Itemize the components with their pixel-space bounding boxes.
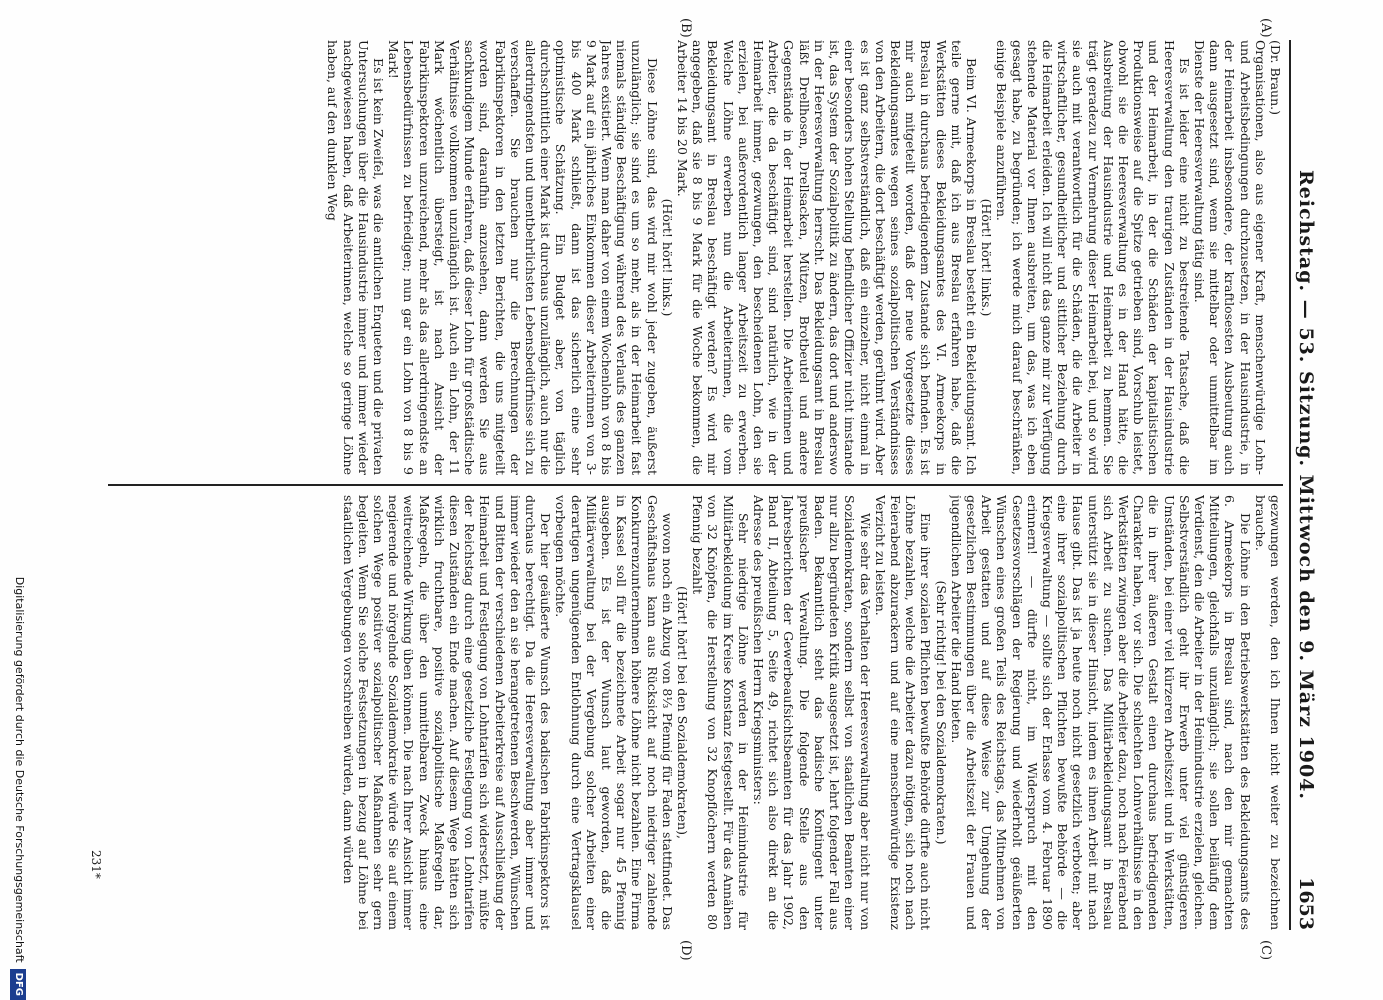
digitization-credit <box>7 0 31 1000</box>
dfg-logo-icon: DFG <box>10 969 26 1000</box>
page-header <box>1289 40 1321 930</box>
interjection: (Sehr richtig! bei den Sozialdemokraten.) <box>933 580 949 845</box>
paragraph: Der hier geäußerte Wunsch des badischen Fabrikinspektors ist durchaus berechtigt. Da die Heeresverwaltung aber immer und immer wieder den an sie herangetretenen Beschwerden, Wünschen und Bitten der verschiedenen Arbeiterkreise auf Ausschließung der Heimarbeit und Festlegung von Lohntarifen sich widersetzt, müßte der Reichstag durch eine gesetzliche Festlegung von Lohntarifen diesen Zuständen ein Ende machen. Auf diesem Wege hätten sich wirklich fruchtbare, positive sozialpolitische Maßregeln dar, Maßregeln, die über den unmittelbaren Zweck hinaus eine weitreichende Wirkung üben können. Die nach Ihrer Ansicht immer negierende und nörgelnde Sozialdemokratie würde Sie auf einem solchen Wege positiver sozialpolitischer Maßnahmen sehr gern begleiten. Wenn Sie solche Festsetzungen in bezug auf Löhne bei staatlichen Vergebungen vorschreiben würden, dann würden <box>340 495 554 930</box>
paragraph: Wie sehr das Verhalten der Heeresverwaltung aber nicht nur von Sozialdemokraten, sondern selbst von staatlichen Beamten einer nur allzu begründeten Kritik ausgesetzt ist, lehrt folgender Fall aus Baden. Bekanntlich steht das badische Kontingent unter preußischer Verwaltung. Die folgende Stelle aus den Jahresberichten der Gewerbeaufsichtsbeamten für das Jahr 1902, Band II, Abteilung 5, Seite 49, richtet sich also direkt an die Adresse des preußischen Herrn Kriegsministers: <box>751 495 873 930</box>
paragraph: gezwungen werden, den ich Ihnen nicht weiter zu bezeichnen brauche. <box>1252 495 1283 930</box>
paragraph: Sehr niedrige Löhne werden in der Heimindustrie für Militärbekleidung im Kreise Konstanz festgestellt. Für das Annähen von 32 Knöpfen, die Herstellung von 32 Knopflöchern werden 80 Pfennig bezahlt <box>690 495 751 930</box>
paragraph: Eine ihrer sozialen Pflichten bewußte Behörde dürfte auch nicht Löhne bezahlen, welche die Arbeiter dazu nötigen, sich noch nach Feierabend abzurackern und auf eine menschenwürdige Existenz Verzicht zu leisten. <box>872 495 934 930</box>
interjection: (Hört! hört! links.) <box>659 198 675 317</box>
paragraph: Es ist kein Zweifel, was die amtlichen Enqueten und die privaten Untersuchungen über die Hausindustrie immer und immer wieder nachgewiesen haben, daß Arbeiterinnen, welche so geringe Löhne haben, auf den dunklen Weg <box>325 40 387 475</box>
margin-letter-b: (B) <box>678 18 693 38</box>
signature-mark: 231* <box>89 850 103 879</box>
margin-letter-a: (A) <box>1258 18 1273 38</box>
right-column <box>103 495 1283 930</box>
paragraph: Die Löhne in den Betriebswerkstätten des Bekleidungsamts des 6. Armeekorps in Breslau sind, nach den mir gemachten Mitteilungen, gleichfalls unzulänglich; sie sollen beiläufig dem Verdienst, den die Arbeiter in der Heimindustrie erzielen, gleichen. Selbstverständlich geht ihr Erwerb unter viel günstigeren Umständen, bei einer viel kürzeren Arbeitszeit und in Werkstätten, die in ihrer äußeren Gestalt einen durchaus befriedigenden Charakter haben, vor sich. Die schlechten Lohnverhältnisse in den Werkstätten zwingen aber die Arbeiter dazu, noch nach Feierabend sich Arbeit zu suchen. Das Militärbekleidungsamt in Breslau unterstützt sie in dieser Hinsicht, indem es ihnen Arbeit mit nach Hause gibt. Das ist ja heute noch nicht gesetzlich verboten; aber eine ihrer sozialpolitischen Pflichten bewußte Behörde — die Kriegsverwaltung — sollte sich der Erlasse vom 4. Februar 1890 erinnern! — dürfte nicht, im Widerspruch mit den Gesetzesvorschlägen der Regierung und wiederholt geäußerten Wünschen eines großen Teils des Reichstags, das Mitnehmen von Arbeit gestatten und auf diese Weise zur Umgehung der gesetzlichen Bestimmungen über die Arbeitszeit der Frauen und jugendlichen Arbeiter die Hand bieten. <box>948 495 1253 930</box>
column-divider <box>108 484 1283 486</box>
page-number: 1653 <box>1295 877 1317 930</box>
page-title: Reichstag. — 53. Sitzung. Mittwoch den 9. März 1904. <box>1295 169 1317 801</box>
margin-letter-d: (D) <box>678 940 693 961</box>
speaker-name: (Dr. Braun.) <box>1268 40 1283 116</box>
paragraph: Diese Löhne sind, das wird mir wohl jeder zugeben, äußerst unzulänglich; sie sind es um so mehr, als in der Heimarbeit fast niemals ständige Beschäftigung während des Verlaufs des ganzen Jahres existiert. Wenn man daher von einem Wochenlohn von 8 bis 9 Mark auf ein jährliches Einkommen dieser Arbeiterinnen von 3- bis 400 Mark schließt, dann ist das sicherlich eine sehr optimistische Schätzung. Ein Budget aber, von täglich durchschnittlich einer Mark ist durchaus unzulänglich, auch nur die allerdringendsten und unentbehrlichsten Lebensbedürfnisse sich zu verschaffen. Sie brauchen nur die Berechnungen der Fabrikinspektoren in den letzten Berichten, die uns mitgeteilt worden sind, daraufhin anzusehen, dann werden Sie aus sachkundigem Munde erfahren, daß dieser Lohn für großstädtische Verhältnisse vollkommen unzulänglich ist. Auch ein Lohn, der 11 Mark wöchentlich übersteigt, ist nach Ansicht der Fabrikinspektoren unzureichend, mehr als das allerdringendste an Lebensbedürfnissen zu befriedigen; nun gar ein Lohn von 8 bis 9 Mark! <box>386 40 660 475</box>
interjection: (Hört! hört! bei den Sozialdemokraten), <box>675 586 691 839</box>
margin-letter-c: (C) <box>1258 940 1273 961</box>
paragraph: wovon noch ein Abzug von 8⅓ Pfennig für Faden stattfindet. Das Geschäftshaus kann aus Rücksicht auf noch niedriger zahlende Konkurrenzunternehmen höhere Löhne nicht bezahlen. Eine Firma in Kassel soll für die bezeichnete Arbeit sogar nur 45 Pfennig ausgeben. Es ist der Wunsch laut geworden, daß die Militärverwaltung bei der Vergebung solcher Arbeiten einer derartigen ungenügenden Entlohnung durch eine Vertragsklausel vorbeugen möchte. <box>553 495 675 930</box>
credit-text: Digitalisierung gefördert durch die Deutsche Forschungsgemeinschaft <box>13 576 26 963</box>
paragraph: Organisationen, also aus eigener Kraft, menschenwürdige Lohn- und Arbeitsbedingungen durchzusetzen, in der Hausindustrie, in der Heimarbeit insbesondere, der kraftlosesten Ausbeutung auch dann ausgesetzt sind, wenn sie mittelbar oder unmittelbar im Dienste der Heeresverwaltung tätig sind. <box>1191 40 1268 475</box>
paragraph: Es ist leider eine nicht zu bestreitende Tatsache, daß die Heeresverwaltung den traurigen Zuständen in der Hausindustrie und der Heimarbeit, in der die Schäden der kapitalistischen Produktionsweise auf die Spitze getrieben sind, Vorschub leistet, obwohl sie die Heeresverwaltung es in der Hand hätte, die Ausbreitung der Hausindustrie und Heimarbeit zu hemmen. Sie trägt geradezu zur Vermehrung dieser Heimarbeit bei, und so wird sie auch mit verantwortlich für die Schäden, die die Arbeiter in wirtschaftlicher, gesundheitlicher und sittlicher Beziehung durch die Heimarbeit erleiden. Ich will nicht das ganze mir zur Verfügung stehende Material vor Ihnen ausbreiten, um das, was ich eben gesagt habe, zu begründen; ich werde mich darauf beschränken, einige Beispiele anzuführen. <box>994 40 1192 475</box>
left-column <box>103 40 1283 475</box>
paragraph: Beim VI. Armeekorps in Breslau besteht ein Bekleidungsamt. Ich teile gerne mit, daß ich aus Breslau erfahren habe, daß die Werkstätten dieses Bekleidungsamtes des VI. Armeekorps in Breslau in durchaus befriedigendem Zustande sich befinden. Es ist mir auch mitgeteilt worden, daß der neue Vorgesetzte dieses Bekleidungsamtes wegen seines sozialpolitischen Verständnisses von den Arbeitern, die dort beschäftigt werden, gerühmt wird. Aber es ist ganz selbstverständlich, daß ein einzelner, nicht einmal in einer besonders hohen Stellung befindlicher Offizier nicht imstande ist, das System der Sozialpolitik zu ändern, das dort und anderswo in der Heeresverwaltung herrscht. Das Bekleidungsamt in Breslau läßt Drellhosen, Drellsacken, Mützen, Brotbeutel und andere Gegenstände in der Heimarbeit herstellen. Die Arbeiterinnen und Arbeiter, die da beschäftigt sind, sind natürlich, wie in der Heimarbeit immer, gezwungen, den bescheidenen Lohn, den sie erzielen, bei außerordentlich langer Arbeitszeit zu erwerben. Welche Löhne erwerben nun die Arbeiterinnen, die vom Bekleidungsamt in Breslau beschäftigt werden? Es wird mir angegeben, daß sie 8 bis 9 Mark für die Woche bekommen, die Arbeiter 14 bis 20 Mark. <box>675 40 979 475</box>
interjection: (Hört! hört! links.) <box>979 198 995 317</box>
